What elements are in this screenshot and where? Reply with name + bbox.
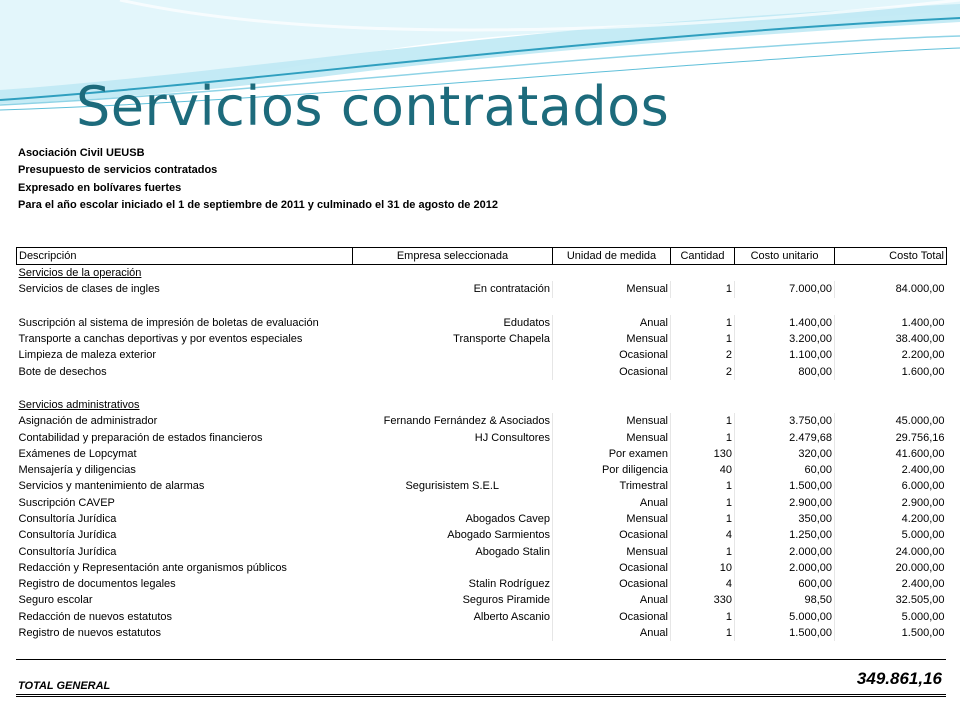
cell-description: Seguro escolar: [18, 594, 93, 607]
cell-total-cost: 84.000,00: [835, 281, 947, 297]
cell-description: Consultoría Jurídica: [18, 529, 117, 542]
header-total-cost: Costo Total: [835, 248, 947, 265]
report-header: [18, 145, 718, 214]
cell-unit: Ocasional: [553, 576, 671, 592]
cell-total-cost: 32.505,00: [835, 592, 947, 608]
cell-company: Transporte Chapela: [453, 333, 550, 346]
cell-quantity: 4: [671, 576, 735, 592]
cell-total-cost: 29.756,16: [835, 429, 947, 445]
cell-quantity: 330: [671, 592, 735, 608]
cell-company: [353, 495, 553, 511]
cell-description: Redacción y Representación ante organismos públicos: [18, 561, 287, 574]
header-unit-cost: Costo unitario: [735, 248, 835, 265]
section-title-operation: Servicios de la operación: [18, 267, 142, 280]
cell-unit-cost: 7.000,00: [735, 281, 835, 297]
cell-description: Bote de desechos: [18, 365, 107, 378]
total-label: TOTAL GENERAL: [18, 680, 111, 692]
cell-company: Abogado Stalin: [475, 545, 550, 558]
spacer-row: [17, 380, 947, 397]
section-title-administrative: Servicios administrativos: [18, 398, 140, 411]
cell-unit-cost: 320,00: [735, 446, 835, 462]
table-row: [17, 429, 947, 445]
table-row: [17, 609, 947, 625]
header-description: Descripción: [17, 248, 353, 265]
cell-description: Suscripción CAVEP: [18, 496, 115, 509]
cell-description: Servicios de clases de ingles: [18, 283, 160, 296]
cell-unit: Ocasional: [553, 527, 671, 543]
cell-total-cost: 2.900,00: [835, 495, 947, 511]
cell-description: Registro de documentos legales: [18, 578, 176, 591]
cell-quantity: 4: [671, 527, 735, 543]
cell-company: [353, 363, 553, 379]
cell-quantity: 1: [671, 609, 735, 625]
cell-unit: Anual: [553, 625, 671, 641]
cell-total-cost: 2.400,00: [835, 576, 947, 592]
table-row: [17, 331, 947, 347]
cell-company: Stalin Rodríguez: [468, 578, 550, 591]
cell-quantity: 1: [671, 511, 735, 527]
cell-unit: Mensual: [553, 511, 671, 527]
cell-description: Mensajería y diligencias: [18, 464, 136, 477]
report-subject: Presupuesto de servicios contratados: [18, 164, 218, 177]
cell-unit-cost: 2.000,00: [735, 560, 835, 576]
cell-unit-cost: 2.479,68: [735, 429, 835, 445]
cell-quantity: 10: [671, 560, 735, 576]
cell-quantity: 1: [671, 281, 735, 297]
cell-total-cost: 2.200,00: [835, 347, 947, 363]
cell-unit: Mensual: [553, 331, 671, 347]
cell-quantity: 1: [671, 495, 735, 511]
cell-company: [353, 625, 553, 641]
cell-total-cost: 38.400,00: [835, 331, 947, 347]
header-unit: Unidad de medida: [553, 248, 671, 265]
table-row: [17, 446, 947, 462]
cell-unit-cost: 1.100,00: [735, 347, 835, 363]
cell-unit-cost: 5.000,00: [735, 609, 835, 625]
spacer-row: [17, 298, 947, 315]
cell-total-cost: 6.000,00: [835, 478, 947, 494]
table-row: [17, 315, 947, 331]
cell-total-cost: 1.600,00: [835, 363, 947, 379]
cell-unit: Anual: [553, 315, 671, 331]
cell-unit: Ocasional: [553, 609, 671, 625]
cell-quantity: 1: [671, 625, 735, 641]
cell-company: [353, 462, 553, 478]
period-note: Para el año escolar iniciado el 1 de septiembre de 2011 y culminado el 31 de agosto de 2012: [18, 198, 498, 211]
cell-company: En contratación: [473, 283, 550, 296]
table-row: [17, 560, 947, 576]
slide-title: Servicios contratados: [76, 75, 670, 138]
table-row: [17, 625, 947, 641]
currency-note: Expresado en bolívares fuertes: [18, 181, 182, 194]
cell-total-cost: 41.600,00: [835, 446, 947, 462]
cell-unit-cost: 2.900,00: [735, 495, 835, 511]
cell-quantity: 1: [671, 429, 735, 445]
cell-unit: Mensual: [553, 413, 671, 429]
cell-company: Edudatos: [503, 316, 550, 329]
cell-company: [353, 560, 553, 576]
cell-unit: Mensual: [553, 281, 671, 297]
cell-unit-cost: 60,00: [735, 462, 835, 478]
cell-total-cost: 20.000,00: [835, 560, 947, 576]
table-header-row: [17, 248, 947, 265]
cell-quantity: 40: [671, 462, 735, 478]
cell-description: Suscripción al sistema de impresión de boletas de evaluación: [18, 316, 319, 329]
table-row: [17, 527, 947, 543]
services-budget-table: [16, 247, 947, 641]
cell-company: Seguros Piramide: [462, 594, 550, 607]
cell-unit-cost: 1.250,00: [735, 527, 835, 543]
cell-unit-cost: 1.500,00: [735, 625, 835, 641]
cell-total-cost: 5.000,00: [835, 527, 947, 543]
table-row: [17, 281, 947, 297]
cell-unit-cost: 350,00: [735, 511, 835, 527]
cell-unit: Ocasional: [553, 347, 671, 363]
cell-description: Servicios y mantenimiento de alarmas: [18, 480, 205, 493]
table-row: [17, 478, 947, 494]
cell-unit: Anual: [553, 495, 671, 511]
total-value: 349.861,16: [856, 669, 942, 688]
cell-description: Consultoría Jurídica: [18, 513, 117, 525]
section-header-row: [17, 397, 947, 413]
cell-company: [353, 446, 553, 462]
header-company: Empresa seleccionada: [353, 248, 553, 265]
table-row: [17, 543, 947, 559]
cell-unit-cost: 2.000,00: [735, 543, 835, 559]
cell-quantity: 1: [671, 478, 735, 494]
cell-quantity: 1: [671, 413, 735, 429]
cell-total-cost: 2.400,00: [835, 462, 947, 478]
cell-total-cost: 1.400,00: [835, 315, 947, 331]
cell-quantity: 130: [671, 446, 735, 462]
section-header-row: [17, 265, 947, 282]
cell-quantity: 1: [671, 331, 735, 347]
cell-total-cost: 24.000,00: [835, 543, 947, 559]
cell-unit: Mensual: [553, 429, 671, 445]
table-row: [17, 363, 947, 379]
cell-unit: Ocasional: [553, 363, 671, 379]
cell-description: Limpieza de maleza exterior: [18, 349, 157, 362]
cell-description: Registro de nuevos estatutos: [18, 627, 161, 640]
cell-total-cost: 4.200,00: [835, 511, 947, 527]
table-row: [17, 462, 947, 478]
cell-total-cost: 1.500,00: [835, 625, 947, 641]
cell-unit-cost: 1.500,00: [735, 478, 835, 494]
cell-unit-cost: 98,50: [735, 592, 835, 608]
cell-description: Asignación de administrador: [18, 415, 158, 428]
cell-unit-cost: 3.750,00: [735, 413, 835, 429]
cell-description: Consultoría Jurídica: [18, 545, 117, 558]
organization-name: Asociación Civil UEUSB: [18, 147, 145, 159]
cell-unit: Mensual: [553, 543, 671, 559]
cell-quantity: 1: [671, 543, 735, 559]
cell-quantity: 2: [671, 347, 735, 363]
cell-unit: Ocasional: [553, 560, 671, 576]
table-row: [17, 576, 947, 592]
cell-description: Contabilidad y preparación de estados financieros: [18, 431, 263, 444]
table-row: [17, 495, 947, 511]
cell-description: Exámenes de Lopcymat: [18, 447, 137, 460]
cell-total-cost: 5.000,00: [835, 609, 947, 625]
cell-company: Fernando Fernández & Asociados: [383, 415, 550, 428]
cell-total-cost: 45.000,00: [835, 413, 947, 429]
cell-company: Segurisistem S.E.L: [405, 480, 500, 493]
cell-company: Abogados Cavep: [465, 513, 550, 525]
cell-unit-cost: 1.400,00: [735, 315, 835, 331]
cell-quantity: 2: [671, 363, 735, 379]
table-row: [17, 511, 947, 527]
table-row: [17, 347, 947, 363]
cell-unit: Trimestral: [553, 478, 671, 494]
cell-unit-cost: 600,00: [735, 576, 835, 592]
cell-description: Redacción de nuevos estatutos: [18, 610, 172, 623]
cell-unit: Por examen: [553, 446, 671, 462]
cell-unit: Por diligencia: [553, 462, 671, 478]
table-row: [17, 592, 947, 608]
cell-company: HJ Consultores: [474, 431, 550, 444]
cell-company: Abogado Sarmientos: [447, 529, 550, 542]
cell-unit-cost: 800,00: [735, 363, 835, 379]
cell-description: Transporte a canchas deportivas y por eventos especiales: [18, 333, 303, 346]
cell-company: [353, 347, 553, 363]
table-row: [17, 413, 947, 429]
total-row: [16, 659, 946, 697]
cell-unit: Anual: [553, 592, 671, 608]
cell-company: Alberto Ascanio: [473, 610, 550, 623]
cell-quantity: 1: [671, 315, 735, 331]
header-quantity: Cantidad: [671, 248, 735, 265]
cell-unit-cost: 3.200,00: [735, 331, 835, 347]
